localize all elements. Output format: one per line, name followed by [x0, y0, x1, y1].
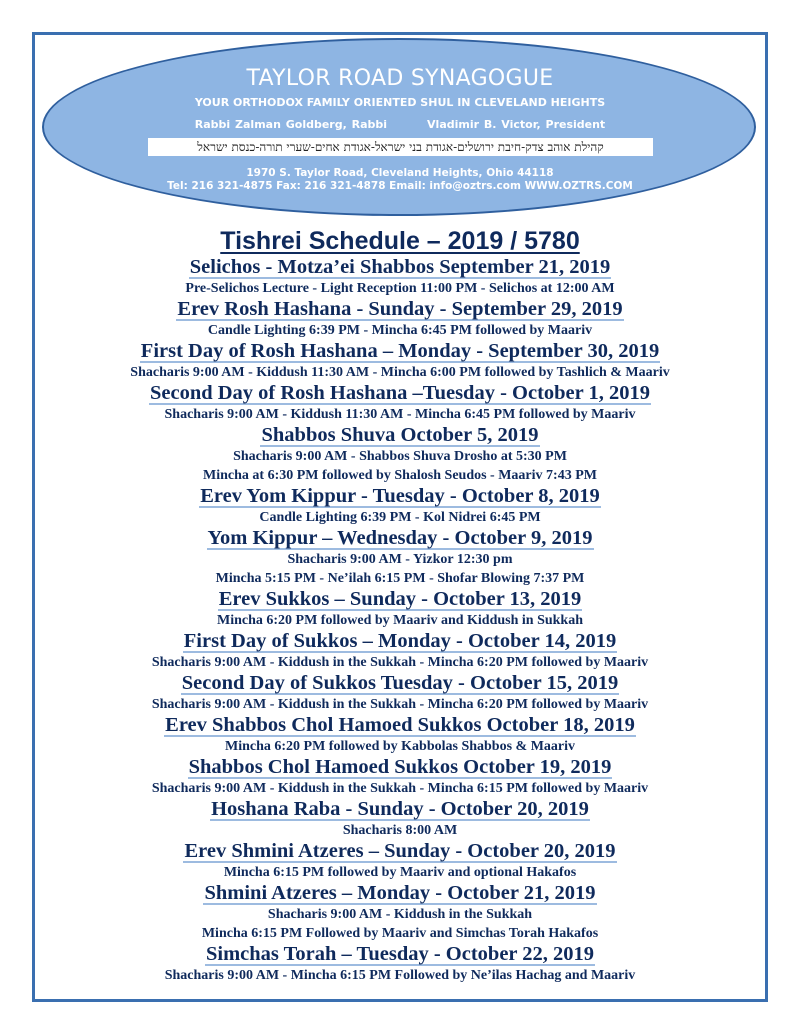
section-heading-text: Simchas Torah – Tuesday - October 22, 2019	[205, 943, 595, 965]
schedule-section	[32, 424, 768, 485]
schedule-section	[32, 714, 768, 756]
section-heading-text: Shabbos Chol Hamoed Sukkos October 19, 2019	[188, 756, 612, 778]
schedule-section	[32, 756, 768, 798]
section-heading-text: Erev Shmini Atzeres – Sunday - October 20, 2019	[184, 840, 616, 862]
section-heading	[32, 798, 768, 821]
leadership	[0, 118, 800, 131]
contact-info	[0, 167, 800, 193]
schedule-section	[32, 382, 768, 424]
section-heading	[32, 298, 768, 321]
section-heading	[32, 943, 768, 966]
section-heading-text: Shabbos Shuva October 5, 2019	[261, 424, 539, 446]
section-heading-text: Yom Kippur – Wednesday - October 9, 2019	[207, 527, 593, 549]
section-heading	[32, 588, 768, 611]
section-heading	[32, 672, 768, 695]
section-detail: Shacharis 9:00 AM - Kiddush 11:30 AM - Mincha 6:45 PM followed by Maariv	[164, 407, 636, 422]
section-detail: Shacharis 9:00 AM - Mincha 6:15 PM Followed by Ne’ilas Hachag and Maariv	[164, 968, 636, 983]
schedule-section	[32, 298, 768, 340]
section-heading	[32, 340, 768, 363]
section-heading	[32, 630, 768, 653]
section-heading	[32, 382, 768, 405]
section-heading-text: First Day of Sukkos – Monday - October 14, 2019	[183, 630, 617, 652]
section-detail: Mincha 6:15 PM Followed by Maariv and Simchas Torah Hakafos	[201, 926, 599, 941]
section-detail: Shacharis 9:00 AM - Kiddush in the Sukkah - Mincha 6:15 PM followed by Maariv	[151, 781, 649, 796]
schedule-section	[32, 840, 768, 882]
schedule-section	[32, 882, 768, 943]
section-detail: Shacharis 9:00 AM - Shabbos Shuva Drosho at 5:30 PM	[233, 449, 567, 464]
schedule-section	[32, 340, 768, 382]
schedule-section	[32, 588, 768, 630]
section-heading	[32, 714, 768, 737]
section-heading	[32, 424, 768, 447]
synagogue-name: TAYLOR ROAD SYNAGOGUE	[246, 66, 554, 91]
schedule-section	[32, 485, 768, 527]
section-heading-text: Selichos - Motza’ei Shabbos September 21, 2019	[189, 256, 611, 278]
section-heading	[32, 527, 768, 550]
schedule-section	[32, 527, 768, 588]
rabbi: Rabbi Zalman Goldberg, Rabbi	[194, 118, 388, 131]
schedule-section	[32, 943, 768, 985]
contact: Tel: 216 321-4875 Fax: 216 321-4878 Email: info@oztrs.com WWW.OZTRS.COM	[167, 180, 633, 192]
section-heading	[32, 756, 768, 779]
section-heading	[32, 256, 768, 279]
schedule	[32, 226, 768, 985]
tagline: YOUR ORTHODOX FAMILY ORIENTED SHUL IN CLEVELAND HEIGHTS	[194, 96, 606, 109]
section-detail: Shacharis 9:00 AM - Kiddush in the Sukkah - Mincha 6:20 PM followed by Maariv	[151, 697, 649, 712]
schedule-section	[32, 630, 768, 672]
section-detail: Mincha 6:20 PM followed by Kabbolas Shabbos & Maariv	[224, 739, 576, 754]
section-detail: Mincha 6:15 PM followed by Maariv and optional Hakafos	[223, 865, 577, 880]
section-heading-text: Second Day of Rosh Hashana –Tuesday - October 1, 2019	[149, 382, 651, 404]
section-heading-text: Erev Sukkos – Sunday - October 13, 2019	[218, 588, 582, 610]
section-detail: Shacharis 9:00 AM - Kiddush 11:30 AM - Mincha 6:00 PM followed by Tashlich & Maariv	[130, 365, 670, 380]
section-detail: Shacharis 9:00 AM - Yizkor 12:30 pm	[287, 552, 513, 567]
section-heading-text: Erev Shabbos Chol Hamoed Sukkos October 18, 2019	[165, 714, 635, 736]
schedule-section	[32, 672, 768, 714]
hebrew-congregations: קהילת אוהב צדק-חיבת ירושלים-אגודת בני ישראל-אגודת אחים-שערי תורה-כנסת ישראל	[148, 138, 653, 156]
section-heading-text: Erev Yom Kippur - Tuesday - October 8, 2019	[200, 485, 600, 507]
schedule-section	[32, 798, 768, 840]
section-heading-text: Hoshana Raba - Sunday - October 20, 2019	[211, 798, 589, 820]
section-detail: Candle Lighting 6:39 PM - Mincha 6:45 PM followed by Maariv	[207, 323, 593, 338]
section-heading-text: First Day of Rosh Hashana – Monday - September 30, 2019	[140, 340, 660, 362]
address: 1970 S. Taylor Road, Cleveland Heights, Ohio 44118	[246, 167, 554, 179]
section-heading	[32, 485, 768, 508]
section-detail: Mincha 5:15 PM - Ne’ilah 6:15 PM - Shofar Blowing 7:37 PM	[215, 571, 585, 586]
section-heading	[32, 882, 768, 905]
page-title: Tishrei Schedule – 2019 / 5780	[220, 227, 580, 255]
president: Vladimir B. Victor, President	[427, 118, 606, 131]
section-heading	[32, 840, 768, 863]
section-detail: Mincha 6:20 PM followed by Maariv and Kiddush in Sukkah	[216, 613, 584, 628]
section-heading-text: Second Day of Sukkos Tuesday - October 15, 2019	[181, 672, 619, 694]
section-detail: Shacharis 9:00 AM - Kiddush in the Sukkah - Mincha 6:20 PM followed by Maariv	[151, 655, 649, 670]
section-detail: Mincha at 6:30 PM followed by Shalosh Seudos - Maariv 7:43 PM	[203, 468, 597, 483]
section-detail: Shacharis 8:00 AM	[342, 823, 458, 838]
section-heading-text: Shmini Atzeres – Monday - October 21, 2019	[204, 882, 596, 904]
schedule-section	[32, 256, 768, 298]
section-detail: Shacharis 9:00 AM - Kiddush in the Sukkah	[267, 907, 533, 922]
section-heading-text: Erev Rosh Hashana - Sunday - September 29, 2019	[177, 298, 623, 320]
section-detail: Pre-Selichos Lecture - Light Reception 11:00 PM - Selichos at 12:00 AM	[185, 281, 615, 296]
section-detail: Candle Lighting 6:39 PM - Kol Nidrei 6:45 PM	[259, 510, 541, 525]
